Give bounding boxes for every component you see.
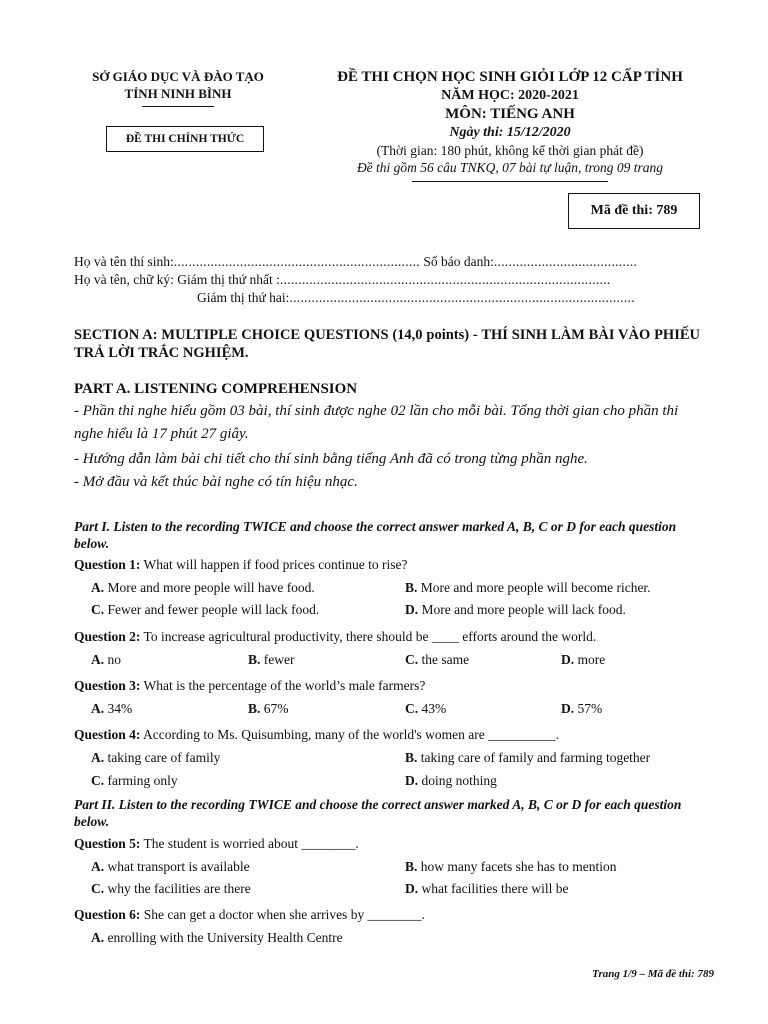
option-text: doing nothing <box>418 773 497 788</box>
candidate-name-field: ................................................................... <box>173 254 420 269</box>
divider <box>412 181 608 182</box>
page-footer: Trang 1/9 – Mã đề thi: 789 <box>592 968 714 980</box>
question-5-option-c[interactable] <box>91 880 251 898</box>
exam-code: Mã đề thi: 789 <box>568 193 700 229</box>
option-letter: C. <box>91 773 105 788</box>
question-3 <box>74 677 700 695</box>
option-letter: A. <box>91 701 105 716</box>
question-4 <box>74 726 700 744</box>
question-text: What will happen if food prices continue to rise? <box>140 557 408 572</box>
section-a-heading: SECTION A: MULTIPLE CHOICE QUESTIONS (14,0 points) - THÍ SINH LÀM BÀI VÀO PHIẾU TRẢ LỜI TRẮC NGHIỆM. <box>74 327 700 361</box>
option-text: Fewer and fewer people will lack food. <box>104 602 320 617</box>
question-number: Question 2: <box>74 629 141 644</box>
question-2-option-b[interactable] <box>248 651 295 669</box>
option-letter: A. <box>91 859 105 874</box>
part-a-note2: - Hướng dẫn làm bài chi tiết cho thí sinh bằng tiếng Anh đã có trong từng phần nghe. <box>74 451 588 467</box>
option-text: fewer <box>260 652 295 667</box>
question-4-option-b[interactable] <box>405 749 650 767</box>
question-5-option-a[interactable] <box>91 858 250 876</box>
exam-date: Ngày thi: 15/12/2020 <box>449 125 571 140</box>
option-letter: D. <box>561 652 575 667</box>
part-a-title: PART A. LISTENING COMPREHENSION <box>74 381 358 397</box>
option-text: what facilities there will be <box>418 881 569 896</box>
question-3-option-a[interactable] <box>91 700 132 718</box>
question-text: She can get a doctor when she arrives by ________. <box>140 907 425 922</box>
question-number: Question 4: <box>74 727 141 742</box>
question-number: Question 6: <box>74 907 141 922</box>
divider <box>142 106 214 107</box>
part2-instruction: Part II. Listen to the recording TWICE and choose the correct answer marked A, B, C or D for each question below. <box>74 797 682 829</box>
invigilator1-label: Họ và tên, chữ ký: Giám thị thứ nhất : <box>74 272 280 287</box>
question-number: Question 1: <box>74 557 141 572</box>
option-letter: B. <box>405 580 418 595</box>
department-block <box>70 68 286 107</box>
question-number: Question 5: <box>74 836 141 851</box>
option-text: no <box>104 652 121 667</box>
option-text: taking care of family <box>104 750 221 765</box>
duration: (Thời gian: 180 phút, không kể thời gian phát đề) <box>376 143 644 158</box>
option-text: More and more people will become richer. <box>417 580 651 595</box>
question-6-option-a[interactable] <box>91 929 343 947</box>
option-letter: D. <box>561 701 575 716</box>
option-letter: C. <box>405 652 419 667</box>
question-text: To increase agricultural productivity, there should be ____ efforts around the world. <box>140 629 597 644</box>
option-letter: D. <box>405 602 419 617</box>
question-1-option-b[interactable] <box>405 579 651 597</box>
option-text: more <box>574 652 606 667</box>
option-text: taking care of family and farming together <box>417 750 651 765</box>
option-letter: A. <box>91 930 105 945</box>
question-4-option-a[interactable] <box>91 749 220 767</box>
question-text: The student is worried about ________. <box>140 836 359 851</box>
option-text: how many facets she has to mention <box>417 859 617 874</box>
question-text: According to Ms. Quisumbing, many of the world's women are __________. <box>140 727 560 742</box>
option-text: 57% <box>574 701 603 716</box>
sbd-field: ....................................... <box>493 254 638 269</box>
option-text: what transport is available <box>104 859 250 874</box>
question-3-option-d[interactable] <box>561 700 602 718</box>
question-4-option-d[interactable] <box>405 772 497 790</box>
candidate-name-line <box>74 253 637 271</box>
part-a-note3: - Mở đầu và kết thúc bài nghe có tín hiệu nhạc. <box>74 474 358 490</box>
question-2-option-c[interactable] <box>405 651 469 669</box>
option-text: enrolling with the University Health Centre <box>104 930 343 945</box>
question-number: Question 3: <box>74 678 141 693</box>
question-1 <box>74 556 700 574</box>
option-text: why the facilities are there <box>104 881 251 896</box>
department-line2: TỈNH NINH BÌNH <box>124 86 232 101</box>
sbd-label: Số báo danh: <box>419 254 494 269</box>
question-1-option-a[interactable] <box>91 579 315 597</box>
invigilator1-line <box>74 271 611 289</box>
question-5-option-b[interactable] <box>405 858 616 876</box>
option-text: farming only <box>104 773 178 788</box>
invigilator2-line <box>197 289 635 307</box>
question-1-option-c[interactable] <box>91 601 319 619</box>
question-3-option-b[interactable] <box>248 700 289 718</box>
department-line1: SỞ GIÁO DỤC VÀ ĐÀO TẠO <box>92 69 264 84</box>
option-letter: A. <box>91 750 105 765</box>
option-letter: D. <box>405 881 419 896</box>
question-2 <box>74 628 700 646</box>
part-a-note1: - Phần thi nghe hiểu gồm 03 bài, thí sinh được nghe 02 lần cho mỗi bài. Tổng thời gian cho phần thi nghe hiểu là 17 phút 27 giây. <box>74 403 679 442</box>
option-letter: C. <box>91 881 105 896</box>
part1-instruction: Part I. Listen to the recording TWICE and choose the correct answer marked A, B, C or D for each question below. <box>74 519 677 551</box>
option-letter: C. <box>405 701 419 716</box>
option-letter: B. <box>248 652 261 667</box>
option-letter: D. <box>405 773 419 788</box>
option-letter: B. <box>405 859 418 874</box>
option-text: 34% <box>104 701 133 716</box>
question-2-option-d[interactable] <box>561 651 605 669</box>
question-4-option-c[interactable] <box>91 772 178 790</box>
question-2-option-a[interactable] <box>91 651 121 669</box>
exam-title: ĐỀ THI CHỌN HỌC SINH GIỎI LỚP 12 CẤP TỈNH <box>337 69 683 85</box>
option-text: More and more people will lack food. <box>418 602 626 617</box>
option-letter: A. <box>91 580 105 595</box>
invigilator1-field: .......................................................................................... <box>279 272 611 287</box>
question-5 <box>74 835 700 853</box>
exam-title-block <box>300 68 720 182</box>
subject: MÔN: TIẾNG ANH <box>445 106 575 122</box>
option-letter: B. <box>405 750 418 765</box>
question-3-option-c[interactable] <box>405 700 446 718</box>
option-letter: C. <box>91 602 105 617</box>
option-letter: B. <box>248 701 261 716</box>
question-6 <box>74 906 700 924</box>
question-1-option-d[interactable] <box>405 601 626 619</box>
option-text: More and more people will have food. <box>104 580 315 595</box>
question-text: What is the percentage of the world’s male farmers? <box>140 678 426 693</box>
question-5-option-d[interactable] <box>405 880 568 898</box>
composition: Đề thi gồm 56 câu TNKQ, 07 bài tự luận, trong 09 trang <box>356 160 664 175</box>
option-text: 43% <box>418 701 447 716</box>
invigilator2-label: Giám thị thứ hai: <box>197 290 290 305</box>
candidate-name-label: Họ và tên thí sinh: <box>74 254 174 269</box>
official-label: ĐỀ THI CHÍNH THỨC <box>106 126 264 152</box>
invigilator2-field: .............................................................................................. <box>289 290 635 305</box>
option-text: 67% <box>260 701 289 716</box>
option-text: the same <box>418 652 470 667</box>
school-year: NĂM HỌC: 2020-2021 <box>441 88 579 103</box>
option-letter: A. <box>91 652 105 667</box>
